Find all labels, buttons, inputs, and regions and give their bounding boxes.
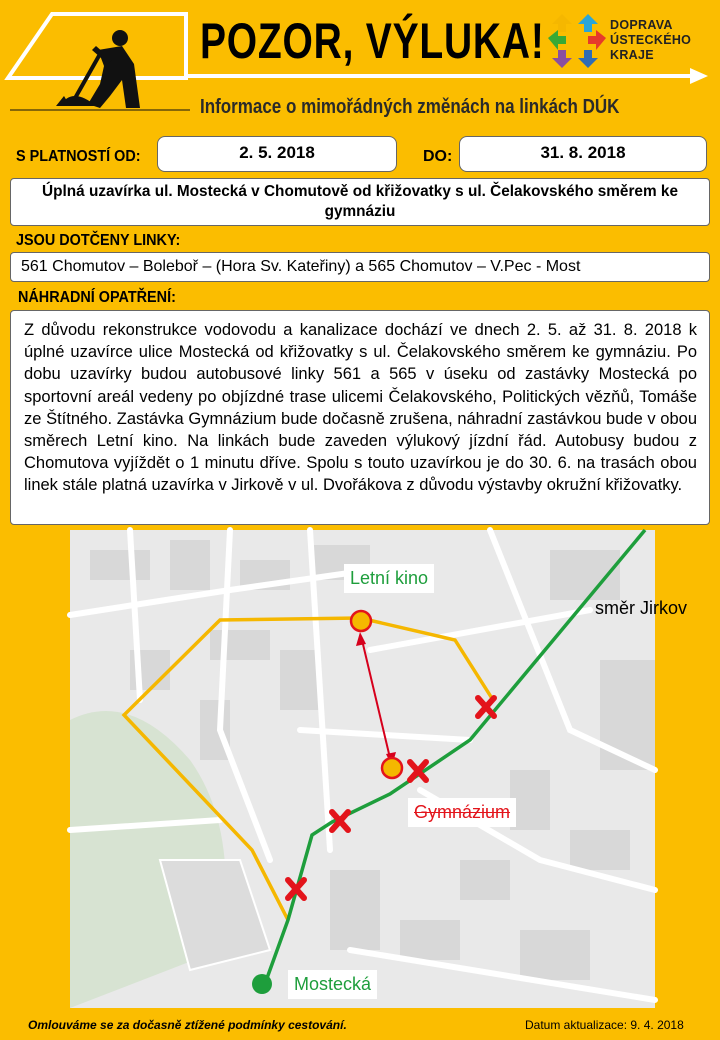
- footer-apology: Omlouváme se za dočasně ztížené podmínky cestování.: [28, 1018, 347, 1032]
- detour-map: [70, 530, 688, 1008]
- roadworker-icon: [56, 30, 140, 108]
- mostecka-stop-icon: [252, 974, 272, 994]
- gymnazium-stop-icon: [382, 758, 402, 778]
- map-label-letni-kino: Letní kino: [344, 564, 434, 593]
- page-subtitle: Informace o mimořádných změnách na linkách DÚK: [200, 96, 620, 118]
- valid-from-value: 2. 5. 2018: [157, 136, 397, 172]
- page-title: POZOR, VÝLUKA!: [200, 13, 545, 69]
- valid-from-label: S PLATNOSTÍ OD:: [16, 148, 141, 165]
- closure-description: Úplná uzavírka ul. Mostecká v Chomutově od křižovatky s ul. Čelakovského směrem ke gymnáziu: [10, 178, 710, 226]
- valid-to-value: 31. 8. 2018: [459, 136, 707, 172]
- map-label-gymnazium: Gymnázium: [408, 798, 516, 827]
- affected-lines-label: JSOU DOTČENY LINKY:: [16, 232, 181, 249]
- affected-lines-text: 561 Chomutov – Boleboř – (Hora Sv. Kateřiny) a 565 Chomutov – V.Pec - Most: [10, 252, 710, 282]
- brand-name-line-2: ÚSTECKÉHO: [610, 33, 692, 47]
- map-label-smer-jirkov: směr Jirkov: [595, 598, 688, 618]
- brand-name-line-1: DOPRAVA: [610, 18, 673, 32]
- replacement-label: NÁHRADNÍ OPATŘENÍ:: [18, 289, 176, 306]
- replacement-text: Z důvodu rekonstrukce vodovodu a kanalizace dochází ve dnech 2. 5. až 31. 8. 2018 k úplné uzavírce ulice Mostecká od křižovatky s ul. Čelakovského směrem ke gymnáziu. Po dobu uzavírky budou autobusové linky 561 a 565 v úseku od zastávky Mostecká po sportovní areál vedeny po objízdné trase ulicemi Čelakovského, Politických vězňů, Tomáše ze Štítného. Zastávka Gymnázium bude dočasně zrušena, náhradní zastávkou bude v obou směrech Letní kino. Na linkách bude zaveden výlukový jízdní řád. Autobusy budou z Chomutova vyjíždět o 1 minutu dříve. Spolu s touto uzavírkou je do 30. 6. na trasách obou linek stále platná uzavírka v Jirkově v ul. Dvořákova z důvodu výstavby okružní křižovatky.: [10, 310, 710, 525]
- brand-name-line-3: KRAJE: [610, 48, 654, 62]
- duk-logo-icon: [548, 14, 606, 68]
- valid-to-label: DO:: [423, 148, 453, 165]
- footer-update-date: Datum aktualizace: 9. 4. 2018: [525, 1018, 684, 1032]
- map-label-mostecka: Mostecká: [288, 970, 377, 999]
- letni-kino-stop-icon: [351, 611, 371, 631]
- map-canvas: [70, 530, 655, 1008]
